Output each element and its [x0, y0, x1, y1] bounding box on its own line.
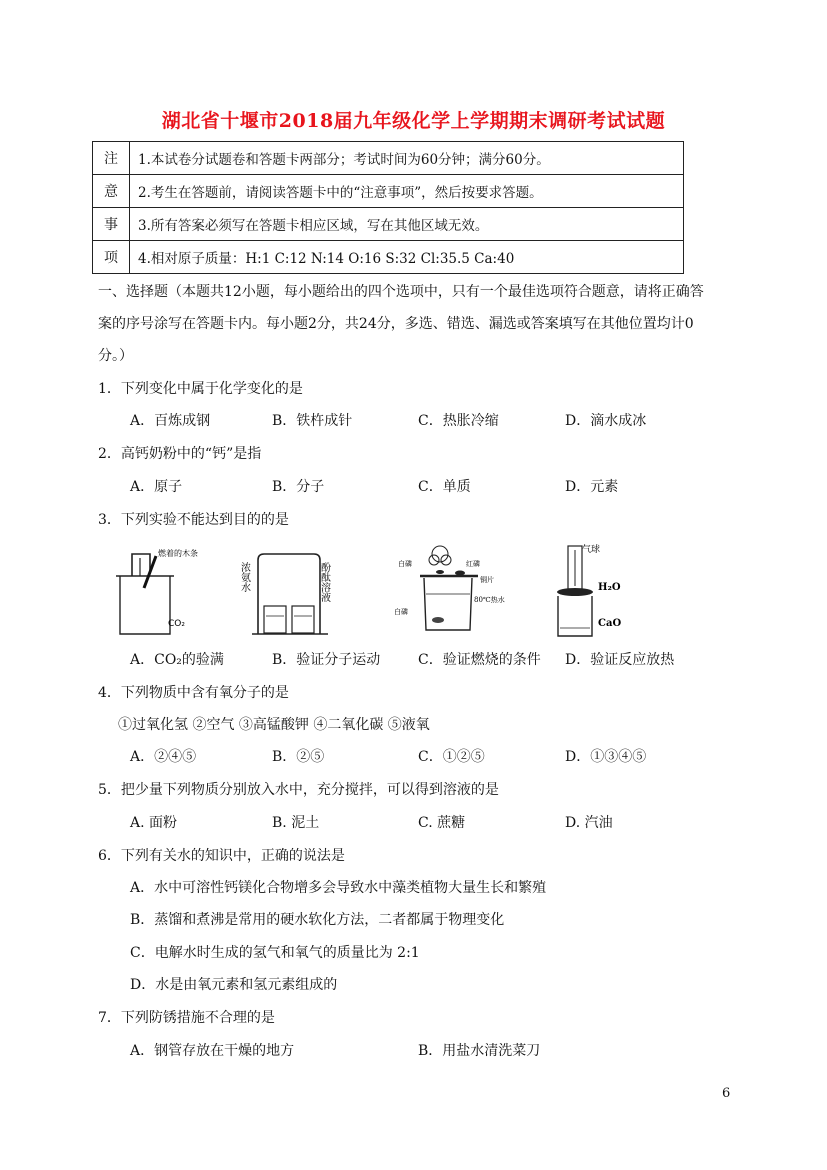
option-d: D．验证反应放热 — [565, 652, 675, 668]
question-stem: 3．下列实验不能达到目的的是 — [98, 512, 289, 528]
option-d: D．水是由氧元素和氢元素组成的 — [130, 977, 338, 993]
option-a: A．②④⑤ — [130, 749, 197, 765]
question-stem: 4．下列物质中含有氧分子的是 — [98, 685, 289, 701]
option-a: A．原子 — [130, 479, 183, 495]
section-intro: 分。） — [98, 348, 133, 364]
option-b: B．铁杵成针 — [272, 413, 353, 429]
co2-bottle-figure — [110, 548, 200, 638]
figure-label: 铜片 — [480, 576, 494, 584]
option-b: B．用盐水清洗菜刀 — [418, 1043, 541, 1059]
figure-label: 燃着的木条 — [158, 549, 198, 558]
option-b: B．分子 — [272, 479, 325, 495]
option-d: D．①③④⑤ — [565, 749, 647, 765]
option-b: B．验证分子运动 — [272, 652, 381, 668]
figure-label: 酚酞溶液 — [318, 562, 330, 602]
notice-item: 1.本试卷分试题卷和答题卡两部分；考试时间为60分钟；满分60分。 — [130, 142, 684, 175]
notice-item: 3.所有答案必须写在答题卡相应区域，写在其他区域无效。 — [130, 208, 684, 241]
option-b: B．②⑤ — [272, 749, 325, 765]
question-stem: 5．把少量下列物质分别放入水中，充分搅拌，可以得到溶液的是 — [98, 782, 499, 798]
option-c: C．①②⑤ — [418, 749, 485, 765]
option-d: D．元素 — [565, 479, 619, 495]
option-b: B. 泥土 — [272, 815, 320, 831]
figure-label: 红磷 — [466, 560, 480, 568]
figure-label: H₂O — [598, 582, 621, 593]
option-a: A. 面粉 — [130, 815, 178, 831]
notice-side-label: 事 — [93, 208, 130, 241]
figure-label: 80℃热水 — [474, 596, 505, 604]
question-stem: 7．下列防锈措施不合理的是 — [98, 1010, 275, 1026]
notice-side-label: 意 — [93, 175, 130, 208]
option-c: C．电解水时生成的氢气和氧气的质量比为 2:1 — [130, 945, 420, 961]
figure-label: CO₂ — [168, 619, 185, 629]
notice-side-label: 项 — [93, 241, 130, 274]
notice-item: 2.考生在答题前，请阅读答题卡中的“注意事项”，然后按要求答题。 — [130, 175, 684, 208]
section-intro: 案的序号涂写在答题卡内。每小题2分，共24分，多选、错选、漏选或答案填写在其他位置均计0 — [98, 316, 694, 332]
option-a: A．百炼成钢 — [130, 413, 211, 429]
exothermic-figure — [542, 542, 642, 642]
figure-label: 白磷 — [394, 608, 408, 616]
substance-list: ①过氧化氢 ②空气 ③高锰酸钾 ④二氧化碳 ⑤液氧 — [118, 717, 430, 733]
option-d: D．滴水成冰 — [565, 413, 647, 429]
figure-label: CaO — [598, 618, 622, 629]
option-c: C．验证燃烧的条件 — [418, 652, 541, 668]
option-c: C．单质 — [418, 479, 471, 495]
figure-label: 白磷 — [398, 560, 412, 568]
option-a: A．钢管存放在干燥的地方 — [130, 1043, 295, 1059]
page-number: 6 — [722, 1086, 731, 1101]
option-c: C. 蔗糖 — [418, 815, 466, 831]
option-a: A．CO₂的验满 — [130, 652, 224, 668]
option-c: C．热胀冷缩 — [418, 413, 499, 429]
section-intro: 一、选择题（本题共12小题，每小题给出的四个选项中，只有一个最佳选项符合题意，请将正确答 — [98, 284, 704, 300]
option-b: B．蒸馏和煮沸是常用的硬水软化方法，二者都属于物理变化 — [130, 912, 505, 928]
question-stem: 2．高钙奶粉中的“钙”是指 — [98, 446, 262, 462]
figure-label: 气球 — [582, 545, 601, 555]
figure-label: 浓氨水 — [238, 562, 250, 592]
combustion-figure — [390, 542, 505, 642]
question-stem: 1．下列变化中属于化学变化的是 — [98, 381, 303, 397]
molecular-motion-figure — [238, 550, 344, 642]
page-title: 湖北省十堰市2018届九年级化学上学期期末调研考试试题 — [161, 110, 666, 132]
notice-table — [92, 141, 684, 274]
notice-item: 4.相对原子质量：H:1 C:12 N:14 O:16 S:32 Cl:35.5 Ca:40 — [130, 241, 684, 274]
question-stem: 6．下列有关水的知识中，正确的说法是 — [98, 848, 345, 864]
notice-side-label: 注 — [93, 142, 130, 175]
option-d: D. 汽油 — [565, 815, 613, 831]
option-a: A．水中可溶性钙镁化合物增多会导致水中藻类植物大量生长和繁殖 — [130, 880, 547, 896]
